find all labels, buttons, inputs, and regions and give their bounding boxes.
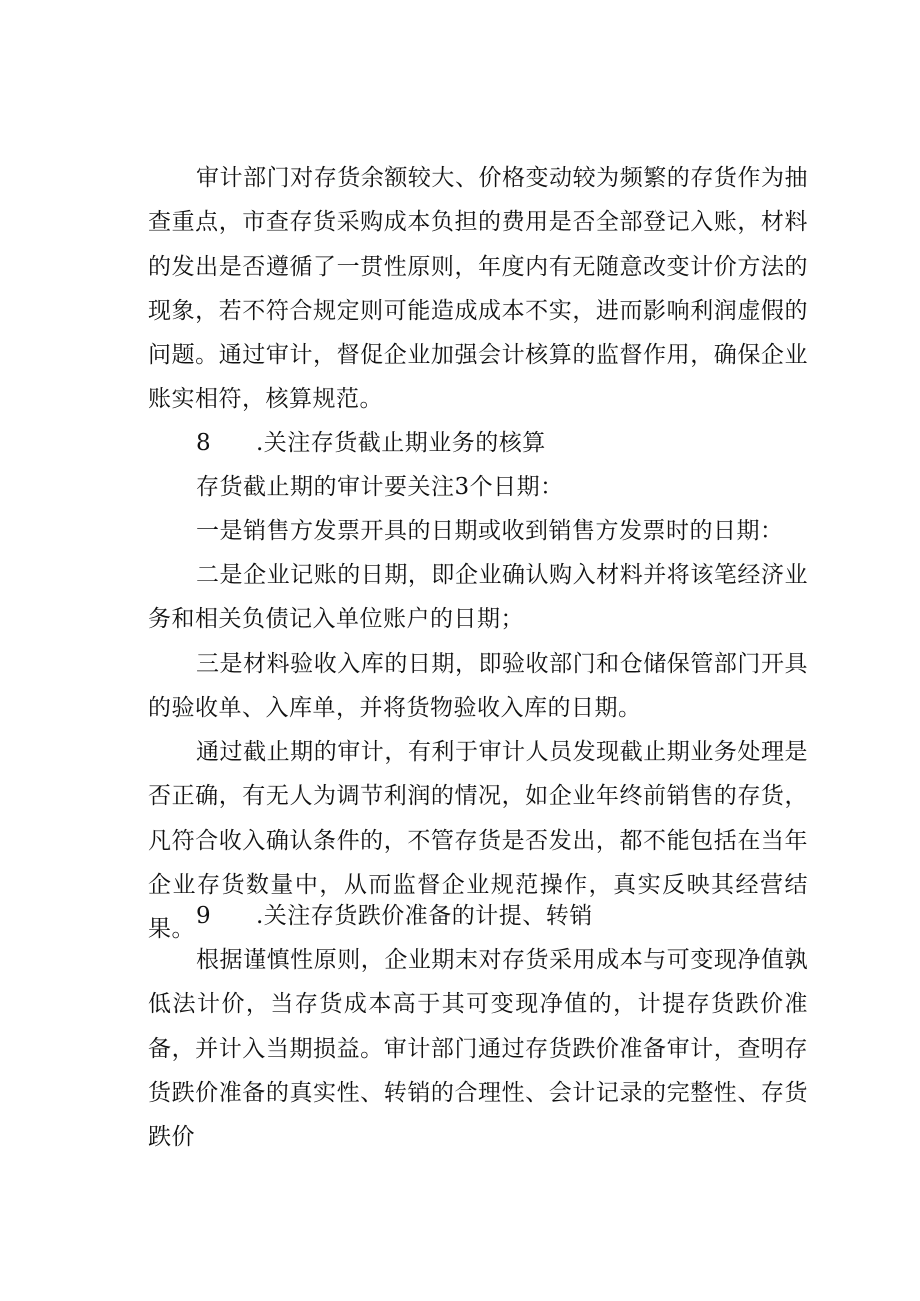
section-title-9: .关注存货跌价准备的计提、转销 (256, 903, 593, 929)
paragraph-three-dates-intro: 存货截止期的审计要关注3个日期： (196, 474, 564, 500)
section-title-8: .关注存货截止期业务的核算 (256, 430, 546, 456)
section-number-8: 8 (196, 430, 212, 456)
section-number-9: 9 (196, 903, 212, 929)
section-heading-9 (196, 894, 593, 938)
paragraph-inventory-audit-focus: 审计部门对存货余额较大、价格变动较为频繁的存货作为抽查重点，市查存货采购成本负担的费用是否全部登记入账，材料的发出是否遵循了一贯性原则，年度内有无随意改变计价方法的现象，若不符合规定则可能造成成本不实，进而影响利润虚假的问题。通过审计，督促企业加强会计核算的监督作用，确保企业账实相符，核算规范。 (148, 165, 808, 413)
paragraph-date-two: 二是企业记账的日期，即企业确认购入材料并将该笔经济业务和相关负债记入单位账户的日期； (148, 562, 808, 633)
paragraph-date-one: 一是销售方发票开具的日期或收到销售方发票时的日期： (196, 518, 784, 544)
paragraph-date-three: 三是材料验收入库的日期，即验收部门和仓储保管部门开具的验收单、入库单，并将货物验收入库的日期。 (148, 651, 808, 722)
paragraph-impairment-provision: 根据谨慎性原则，企业期末对存货采用成本与可变现净值孰低法计价，当存货成本高于其可变现净值的，计提存货跌价准备，并计入当期损益。审计部门通过存货跌价准备审计，查明存货跌价准备的真实性、转销的合理性、会计记录的完整性、存货跌价 (148, 947, 808, 1151)
paragraph-cutoff-audit-benefit: 通过截止期的审计，有利于审计人员发现截止期业务处理是否正确，有无人为调节利润的情况，如企业年终前销售的存货，凡符合收入确认条件的，不管存货是否发出，都不能包括在当年企业存货数量中，从而监督企业规范操作，真实反映其经营结果。 (148, 739, 808, 943)
section-heading-8 (196, 421, 546, 465)
